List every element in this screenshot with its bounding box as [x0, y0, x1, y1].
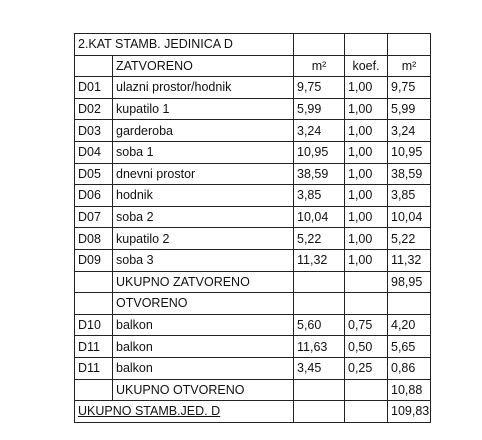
closed-total-row [75, 271, 431, 293]
grand-total-value: 109,83 [388, 401, 431, 423]
room-name: balkon [113, 357, 294, 379]
room-name: hodnik [113, 185, 294, 207]
room-coef: 0,25 [345, 357, 388, 379]
table-row [75, 206, 431, 228]
empty-cell [75, 271, 113, 293]
room-total: 5,65 [388, 336, 431, 358]
room-area: 11,63 [294, 336, 345, 358]
empty-cell [345, 271, 388, 293]
room-area: 10,95 [294, 141, 345, 163]
room-code: D06 [75, 185, 113, 207]
empty-cell [294, 401, 345, 423]
empty-cell [345, 293, 388, 315]
section-closed-label: ZATVORENO [113, 55, 294, 77]
room-coef: 1,00 [345, 141, 388, 163]
room-total: 11,32 [388, 249, 431, 271]
room-code: D05 [75, 163, 113, 185]
room-total: 9,75 [388, 77, 431, 99]
room-name: ulazni prostor/hodnik [113, 77, 294, 99]
room-name: soba 1 [113, 141, 294, 163]
room-area: 5,22 [294, 228, 345, 250]
header-area-total: m² [388, 55, 431, 77]
room-total: 5,99 [388, 98, 431, 120]
room-area: 11,32 [294, 249, 345, 271]
room-code: D08 [75, 228, 113, 250]
room-code: D03 [75, 120, 113, 142]
grand-total-row [75, 401, 431, 423]
table-row [75, 357, 431, 379]
room-total: 4,20 [388, 314, 431, 336]
empty-cell [294, 293, 345, 315]
room-area: 5,99 [294, 98, 345, 120]
table-row [75, 249, 431, 271]
table-row [75, 98, 431, 120]
room-total: 10,95 [388, 141, 431, 163]
room-name: soba 3 [113, 249, 294, 271]
empty-cell [345, 379, 388, 401]
table-row [75, 120, 431, 142]
room-coef: 0,75 [345, 314, 388, 336]
room-name: kupatilo 2 [113, 228, 294, 250]
room-area: 38,59 [294, 163, 345, 185]
room-coef: 1,00 [345, 206, 388, 228]
title-row [75, 34, 431, 56]
room-total: 38,59 [388, 163, 431, 185]
room-area: 9,75 [294, 77, 345, 99]
room-name: balkon [113, 314, 294, 336]
open-total-value: 10,88 [388, 379, 431, 401]
section-open-label: OTVORENO [113, 293, 294, 315]
room-name: garderoba [113, 120, 294, 142]
room-code: D07 [75, 206, 113, 228]
header-row [75, 55, 431, 77]
room-name: kupatilo 1 [113, 98, 294, 120]
room-area: 3,24 [294, 120, 345, 142]
room-name: balkon [113, 336, 294, 358]
room-total: 5,22 [388, 228, 431, 250]
room-coef: 1,00 [345, 185, 388, 207]
room-coef: 1,00 [345, 163, 388, 185]
area-table [74, 33, 431, 423]
empty-cell [294, 379, 345, 401]
open-total-row [75, 379, 431, 401]
room-coef: 1,00 [345, 120, 388, 142]
closed-total-value: 98,95 [388, 271, 431, 293]
room-code: D04 [75, 141, 113, 163]
room-area: 3,45 [294, 357, 345, 379]
header-area: m² [294, 55, 345, 77]
room-name: soba 2 [113, 206, 294, 228]
room-coef: 1,00 [345, 228, 388, 250]
room-code: D11 [75, 336, 113, 358]
empty-cell [294, 271, 345, 293]
room-total: 10,04 [388, 206, 431, 228]
room-code: D09 [75, 249, 113, 271]
room-total: 3,85 [388, 185, 431, 207]
room-code: D11 [75, 357, 113, 379]
grand-total-label: UKUPNO STAMB.JED. D [75, 401, 294, 423]
header-coef: koef. [345, 55, 388, 77]
room-area: 10,04 [294, 206, 345, 228]
room-code: D10 [75, 314, 113, 336]
table-row [75, 163, 431, 185]
room-code: D02 [75, 98, 113, 120]
open-section-row [75, 293, 431, 315]
room-code: D01 [75, 77, 113, 99]
closed-total-label: UKUPNO ZATVORENO [113, 271, 294, 293]
table-row [75, 228, 431, 250]
room-area: 3,85 [294, 185, 345, 207]
empty-cell [75, 379, 113, 401]
empty-cell [345, 401, 388, 423]
table-row [75, 141, 431, 163]
table-title: 2.KAT STAMB. JEDINICA D [75, 34, 294, 56]
table-row [75, 185, 431, 207]
room-total: 3,24 [388, 120, 431, 142]
table-row [75, 336, 431, 358]
empty-cell [75, 293, 113, 315]
table-row [75, 314, 431, 336]
open-total-label: UKUPNO OTVORENO [113, 379, 294, 401]
room-coef: 1,00 [345, 77, 388, 99]
room-coef: 1,00 [345, 249, 388, 271]
room-coef: 1,00 [345, 98, 388, 120]
table-row [75, 77, 431, 99]
room-name: dnevni prostor [113, 163, 294, 185]
room-coef: 0,50 [345, 336, 388, 358]
empty-cell [388, 293, 431, 315]
room-total: 0,86 [388, 357, 431, 379]
room-area: 5,60 [294, 314, 345, 336]
